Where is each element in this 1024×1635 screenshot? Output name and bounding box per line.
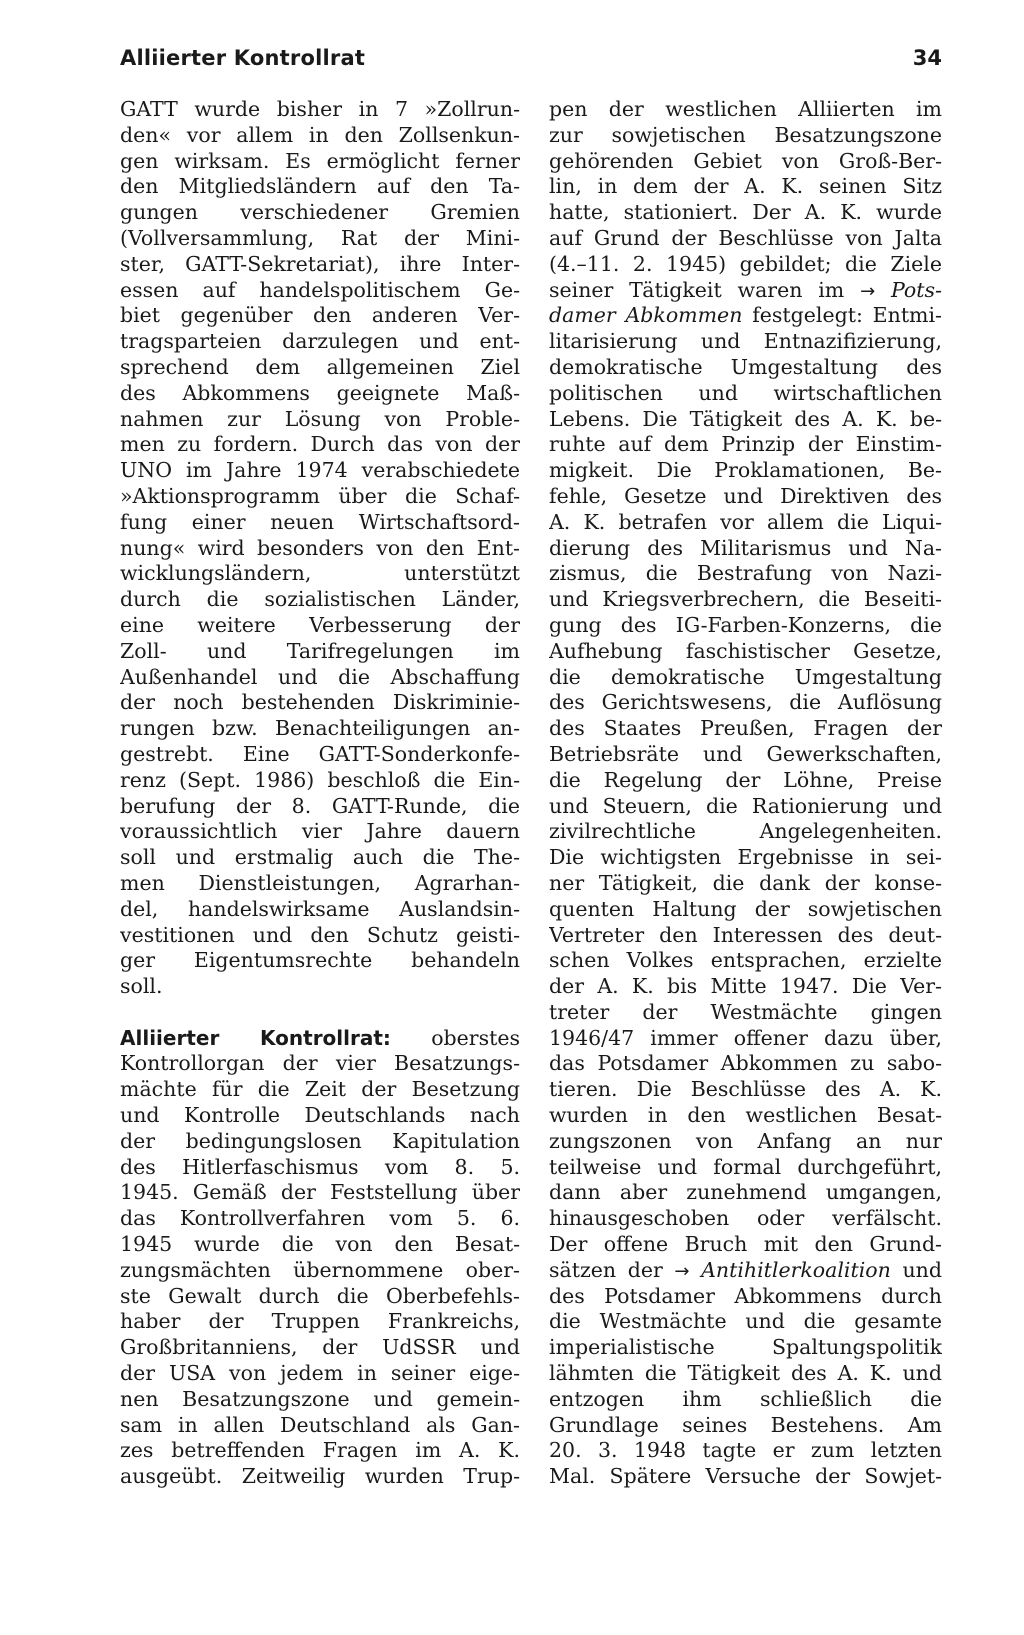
text-line: des Abkommens geeignete Maß- (120, 380, 520, 405)
text-line: gestrebt. Eine GATT-Sonderkonfe- (120, 741, 520, 766)
text-line: men Dienstleistungen, Agrarhan- (120, 870, 520, 895)
text-line: biet gegenüber den anderen Ver- (120, 303, 520, 328)
text-line: den Mitgliedsländern auf den Ta- (120, 174, 520, 199)
text-fragment: seiner Tätigkeit waren im (549, 277, 845, 302)
text-line: soll. (120, 974, 163, 999)
text-line: auf Grund der Beschlüsse von Jalta (549, 225, 942, 250)
text-line: rungen bzw. Benachteiligungen an- (120, 716, 520, 741)
text-fragment: und (902, 1257, 942, 1282)
text-line: 1945 wurde die von den Besat- (120, 1232, 520, 1257)
text-line: entzogen ihm schließlich die (549, 1386, 942, 1411)
text-line: Außenhandel und die Abschaffung (120, 664, 520, 689)
text-line: gungen verschiedener Gremien (120, 200, 520, 225)
text-line: und Steuern, die Rationierung und (549, 793, 942, 818)
text-line: gehörenden Gebiet von Groß-Ber- (549, 148, 942, 173)
text-line: dierung des Militarismus und Na- (549, 535, 942, 560)
text-line: demokratische Umgestaltung des (549, 354, 942, 379)
text-line: soll und erstmalig auch die The- (120, 845, 520, 870)
cross-reference-arrow-icon: → (860, 280, 876, 302)
text-line: eine weitere Verbesserung der (120, 612, 520, 637)
text-line: del, handelswirksame Auslandsin- (120, 896, 520, 921)
text-line: der USA von jedem in seiner eige- (120, 1361, 520, 1386)
text-line: des Potsdamer Abkommens durch (549, 1283, 942, 1308)
text-line: hinausgeschoben oder verfälscht. (549, 1206, 942, 1231)
running-head: Alliierter Kontrollrat (120, 46, 366, 70)
text-line: Mal. Spätere Versuche der Sowjet- (549, 1464, 942, 1489)
text-line: zungszonen von Anfang an nur (549, 1128, 942, 1153)
text-line: durch die sozialistischen Länder, (120, 587, 520, 612)
text-line: GATT wurde bisher in 7 »Zollrun- (120, 97, 520, 121)
text-line: sprechend dem allgemeinen Ziel (120, 354, 520, 379)
text-line: (4.–11. 2. 1945) gebildet; die Ziele (549, 251, 942, 276)
text-line: 20. 3. 1948 tagte er zum letzten (549, 1438, 942, 1463)
right-column (549, 97, 942, 1490)
text-line: das Kontrollverfahren vom 5. 6. (120, 1206, 520, 1231)
text-line: vestitionen und den Schutz geisti- (120, 922, 520, 947)
text-line: Lebens. Die Tätigkeit des A. K. be- (549, 406, 942, 431)
cross-reference-link[interactable]: Antihitlerkoalition (701, 1257, 891, 1282)
text-line: Aufhebung faschistischer Gesetze, (549, 638, 942, 663)
text-line: die demokratische Umgestaltung (549, 664, 942, 689)
text-line: mächte für die Zeit der Besetzung (120, 1077, 520, 1102)
text-line: zivilrechtliche Angelegenheiten. (549, 819, 942, 844)
text-line: 1946/47 immer offener dazu über, (549, 1025, 942, 1050)
text-line: der A. K. bis Mitte 1947. Die Ver- (549, 974, 942, 999)
text-line: des Gerichtswesens, die Auflösung (549, 690, 942, 715)
text-line: (Vollversammlung, Rat der Mini- (120, 225, 520, 250)
text-line: die Westmächte und die gesamte (549, 1309, 942, 1334)
page-number: 34 (912, 46, 942, 70)
text-line: nahmen zur Lösung von Proble- (120, 406, 520, 431)
text-line: fung einer neuen Wirtschaftsord- (120, 509, 520, 534)
text-line: ster, GATT-Sekretariat), ihre Inter- (120, 251, 520, 276)
text-line: der noch bestehenden Diskriminie- (120, 690, 520, 715)
text-line: Großbritanniens, der UdSSR und (120, 1335, 520, 1360)
cross-reference-link[interactable]: Pots- (890, 277, 942, 302)
text-line: ste Gewalt durch die Oberbefehls- (120, 1283, 520, 1308)
text-block (549, 329, 942, 1258)
text-line: Vertreter den Interessen des deut- (549, 922, 942, 947)
text-line (549, 278, 942, 304)
text-line (549, 303, 942, 329)
text-line: berufung der 8. GATT-Runde, die (120, 793, 520, 818)
text-line: litarisierung und Entnazifizierung, (549, 329, 942, 354)
entry-alliierter-kontrollrat (120, 1026, 520, 1490)
text-line: »Aktionsprogramm über die Schaf- (120, 483, 520, 508)
text-line: ner Tätigkeit, die dank der konse- (549, 870, 942, 895)
cross-reference-arrow-icon: → (674, 1260, 690, 1282)
text-line: migkeit. Die Proklamationen, Be- (549, 458, 942, 483)
text-line: tieren. Die Beschlüsse des A. K. (549, 1077, 942, 1102)
text-line: 1945. Gemäß der Feststellung über (120, 1180, 520, 1205)
text-fragment: oberstes (431, 1025, 520, 1050)
text-line: wicklungsländern, unterstützt (120, 561, 520, 586)
text-line: dann aber zunehmend umgangen, (549, 1180, 942, 1205)
text-line: und Kontrolle Deutschlands nach (120, 1103, 520, 1128)
text-line: Kontrollorgan der vier Besatzungs- (120, 1051, 520, 1076)
text-line: gen wirksam. Es ermöglicht ferner (120, 148, 520, 173)
text-line: nung« wird besonders von den Ent- (120, 535, 520, 560)
text-line: voraussichtlich vier Jahre dauern (120, 819, 520, 844)
text-line: tragsparteien darzulegen und ent- (120, 329, 520, 354)
text-line: zes betreffenden Fragen im A. K. (120, 1438, 520, 1463)
text-line: essen auf handelspolitischem Ge- (120, 277, 520, 302)
text-line: Grundlage seines Bestehens. Am (549, 1412, 942, 1437)
text-line: ger Eigentumsrechte behandeln (120, 948, 520, 973)
text-line: Betriebsräte und Gewerkschaften, (549, 741, 942, 766)
text-line (120, 1026, 520, 1052)
text-line: treter der Westmächte gingen (549, 999, 942, 1024)
text-line: lähmten die Tätigkeit des A. K. und (549, 1361, 942, 1386)
text-fragment: festgelegt: Entmi- (752, 303, 942, 328)
gatt-entry-continuation (120, 97, 520, 1000)
text-line: wurden in den westlichen Besat- (549, 1103, 942, 1128)
text-line: gung des IG-Farben-Konzerns, die (549, 612, 942, 637)
text-line: haber der Truppen Frankreichs, (120, 1309, 520, 1334)
text-line: zungsmächten übernommene ober- (120, 1257, 520, 1282)
text-line: fehle, Gesetze und Direktiven des (549, 483, 942, 508)
text-line: des Staates Preußen, Fragen der (549, 716, 942, 741)
text-block (549, 97, 942, 278)
text-line: Der offene Bruch mit den Grund- (549, 1232, 942, 1257)
text-line: der bedingungslosen Kapitulation (120, 1128, 520, 1153)
text-line: lin, in dem der A. K. seinen Sitz (549, 174, 942, 199)
text-line: renz (Sept. 1986) beschloß die Ein- (120, 767, 520, 792)
text-line: hatte, stationiert. Der A. K. wurde (549, 200, 942, 225)
text-line: schen Volkes entsprachen, erzielte (549, 948, 942, 973)
text-line: zismus, die Bestrafung von Nazi- (549, 561, 942, 586)
entry-headword: Alliierter Kontrollrat: (120, 1025, 391, 1050)
text-line: zur sowjetischen Besatzungszone (549, 122, 942, 147)
left-column (120, 97, 520, 1490)
text-line: die Regelung der Löhne, Preise (549, 767, 942, 792)
text-line: imperialistische Spaltungspolitik (549, 1335, 942, 1360)
text-line: das Potsdamer Abkommen zu sabo- (549, 1051, 942, 1076)
text-block (549, 1284, 942, 1490)
text-line: UNO im Jahre 1974 verabschiedete (120, 458, 520, 483)
text-line: und Kriegsverbrechern, die Beseiti- (549, 587, 942, 612)
text-line: quenten Haltung der sowjetischen (549, 896, 942, 921)
text-line (549, 1258, 942, 1284)
text-line: ausgeübt. Zeitweilig wurden Trup- (120, 1464, 520, 1489)
text-line: den« vor allem in den Zollsenkun- (120, 122, 520, 147)
text-line: Zoll- und Tarifregelungen im (120, 638, 520, 663)
text-line: nen Besatzungszone und gemein- (120, 1386, 520, 1411)
text-line: pen der westlichen Alliierten im (549, 97, 942, 121)
text-line: Die wichtigsten Ergebnisse in sei- (549, 845, 942, 870)
text-line: des Hitlerfaschismus vom 8. 5. (120, 1154, 520, 1179)
entry-spacer (120, 1000, 520, 1026)
text-line: ruhte auf dem Prinzip der Einstim- (549, 432, 942, 457)
text-line: A. K. betrafen vor allem die Liqui- (549, 509, 942, 534)
text-line: politischen und wirtschaftlichen (549, 380, 942, 405)
text-line: men zu fordern. Durch das von der (120, 432, 520, 457)
cross-reference-link[interactable]: damer Abkommen (549, 303, 743, 328)
text-line: teilweise und formal durchgeführt, (549, 1154, 942, 1179)
text-fragment: sätzen der (549, 1257, 663, 1282)
text-line: sam in allen Deutschland als Gan- (120, 1412, 520, 1437)
